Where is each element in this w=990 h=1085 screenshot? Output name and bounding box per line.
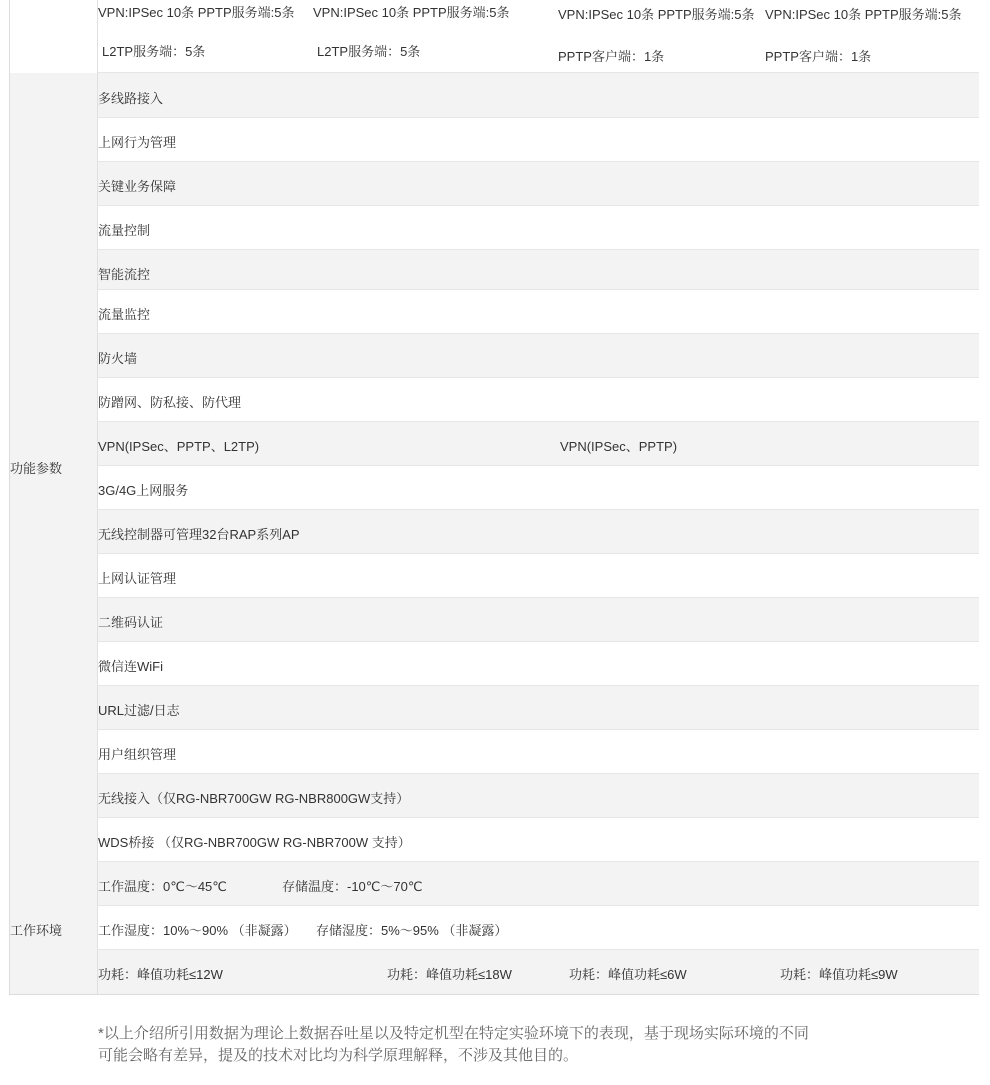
function-item: 防火墙: [98, 351, 138, 366]
function-item: 智能流控: [98, 267, 151, 282]
footnote-line-2: 可能会略有差异，提及的技术对比均为科学原理解释，不涉及其他目的。: [98, 1047, 579, 1064]
function-item: URL过滤/日志: [98, 703, 180, 718]
function-item: WDS桥接 （仅RG-NBR700GW RG-NBR700W 支持）: [98, 835, 411, 850]
footnote: [98, 1023, 918, 1067]
function-row: [98, 422, 979, 466]
function-row: [98, 118, 979, 162]
vpn-capacity-c1-l1: VPN:IPSec 10条 PPTP服务端:5条: [98, 5, 295, 20]
spec-table: [9, 0, 979, 995]
function-section-label: 功能参数: [10, 461, 63, 476]
temp-work: 工作温度：0℃～45℃: [98, 879, 227, 894]
function-row: [98, 378, 979, 422]
function-row: [98, 250, 979, 290]
env-row-humidity: [98, 906, 979, 950]
function-item: 上网行为管理: [98, 135, 177, 150]
vpn-capacity-c2-l2: L2TP服务端：5条: [317, 44, 421, 59]
footnote-line-1: *以上介绍所引用数据为理论上数据吞吐星以及特定机型在特定实验环境下的表现，基于现场实际环境的不同: [98, 1025, 809, 1042]
power-c1: 功耗：峰值功耗≤12W: [98, 967, 223, 982]
env-row-power: [98, 950, 979, 994]
function-item: 上网认证管理: [98, 571, 177, 586]
vpn-capacity-c3-l1: VPN:IPSec 10条 PPTP服务端:5条: [558, 7, 755, 22]
function-item: 微信连WiFi: [98, 659, 163, 674]
power-c3: 功耗：峰值功耗≤6W: [569, 967, 687, 982]
function-item: 多线路接入: [98, 91, 164, 106]
function-item: 流量监控: [98, 307, 151, 322]
function-row: [98, 206, 979, 250]
function-row: [98, 510, 979, 554]
function-item: 无线控制器可管理32台RAP系列AP: [98, 527, 300, 542]
function-row: [98, 162, 979, 206]
function-row: [98, 774, 979, 818]
hum-work: 工作湿度：10%～90% （非凝露）: [98, 923, 297, 938]
power-c2: 功耗：峰值功耗≤18W: [387, 967, 512, 982]
function-item: 关键业务保障: [98, 179, 177, 194]
vpn-capacity-c4-l1: VPN:IPSec 10条 PPTP服务端:5条: [765, 7, 962, 22]
env-section-label: 工作环境: [10, 923, 63, 938]
function-row: [98, 598, 979, 642]
function-row: [98, 290, 979, 334]
vpn-capacity-c2-l1: VPN:IPSec 10条 PPTP服务端:5条: [313, 5, 510, 20]
hum-store: 存储湿度：5%～95% （非凝露）: [316, 923, 508, 938]
function-row: [98, 334, 979, 378]
env-row-temperature: [98, 862, 979, 906]
function-item-vpn-right: VPN(IPSec、PPTP): [560, 439, 678, 454]
function-row: [98, 642, 979, 686]
vpn-capacity-c3-l2: PPTP客户端：1条: [558, 49, 665, 64]
power-c4: 功耗：峰值功耗≤9W: [780, 967, 898, 982]
function-item: VPN(IPSec、PPTP、L2TP): [98, 439, 260, 454]
function-item: 二维码认证: [98, 615, 164, 630]
function-item: 流量控制: [98, 223, 151, 238]
function-row: [98, 730, 979, 774]
function-row: [98, 686, 979, 730]
function-item: 3G/4G上网服务: [98, 483, 189, 498]
function-item: 用户组织管理: [98, 747, 177, 762]
temp-store: 存储温度：-10℃～70℃: [282, 879, 423, 894]
function-item: 防蹭网、防私接、防代理: [98, 395, 242, 410]
vpn-capacity-row: [98, 0, 979, 73]
function-item: 无线接入（仅RG-NBR700GW RG-NBR800GW支持）: [98, 791, 410, 806]
label-column-top: [10, 0, 98, 73]
function-row: [98, 73, 979, 118]
function-row: [98, 818, 979, 862]
function-row: [98, 554, 979, 598]
vpn-capacity-c4-l2: PPTP客户端：1条: [765, 49, 872, 64]
vpn-capacity-c1-l2: L2TP服务端：5条: [102, 44, 206, 59]
function-row: [98, 466, 979, 510]
